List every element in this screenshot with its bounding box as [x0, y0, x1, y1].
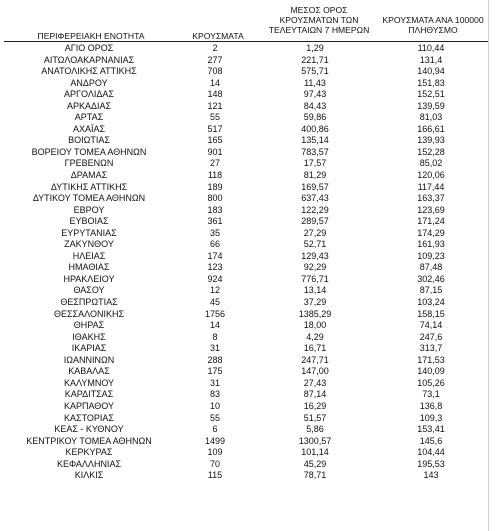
cell-cases: 14	[209, 320, 220, 331]
cell-regional-unit: ΗΜΑΘΙΑΣ	[68, 262, 110, 273]
cell-regional-unit: ΚΑΡΔΙΤΣΑΣ	[64, 389, 114, 400]
table-row	[4, 124, 488, 136]
cell-7day-average: 27,43	[303, 377, 327, 388]
cell-per-100k: 87,15	[419, 285, 443, 296]
header-7day-average-line1: ΜΕΣΟΣ ΟΡΟΣ	[290, 5, 348, 15]
cell-7day-average: 776,71	[301, 273, 329, 284]
cell-cases: 115	[207, 470, 223, 481]
cell-7day-average: 59,86	[303, 112, 327, 123]
cell-cases: 277	[207, 54, 223, 65]
cell-7day-average: 169,57	[301, 181, 329, 192]
cell-regional-unit: ΕΥΒΟΙΑΣ	[69, 216, 109, 227]
table-row	[4, 78, 488, 90]
cell-per-100k: 153,41	[417, 424, 445, 435]
cell-regional-unit: ΑΙΤΩΛΟΑΚΑΡΝΑΝΙΑΣ	[43, 54, 135, 65]
cell-cases: 174	[207, 250, 223, 261]
cell-7day-average: 13,14	[303, 285, 327, 296]
cell-per-100k: 143	[423, 470, 439, 481]
cell-regional-unit: ΚΕΦΑΛΛΗΝΙΑΣ	[56, 458, 122, 469]
table-row	[4, 285, 488, 297]
cell-regional-unit: ΚΙΛΚΙΣ	[74, 470, 104, 481]
cell-7day-average: 129,43	[301, 250, 329, 261]
cell-cases: 901	[207, 146, 223, 157]
cell-regional-unit: ΚΑΛΥΜΝΟΥ	[63, 377, 115, 388]
cell-per-100k: 136,8	[419, 400, 443, 411]
table-row	[4, 228, 488, 240]
cell-regional-unit: ΘΕΣΣΑΛΟΝΙΚΗΣ	[53, 308, 125, 319]
table-row	[4, 274, 488, 286]
cell-cases: 118	[207, 170, 223, 181]
cell-per-100k: 109,23	[417, 250, 445, 261]
page-right-border	[488, 0, 489, 531]
cell-per-100k: 313,7	[419, 343, 443, 354]
cell-7day-average: 18,00	[303, 320, 327, 331]
table-row	[4, 89, 488, 101]
cell-7day-average: 122,29	[301, 204, 329, 215]
cell-7day-average: 11,43	[304, 77, 326, 88]
header-cases-per-100k-line1: ΚΡΟΥΣΜΑΤΑ ΑΝΑ 100000	[382, 15, 484, 25]
cell-7day-average: 135,14	[301, 135, 329, 146]
cell-7day-average: 575,71	[301, 66, 329, 77]
cell-regional-unit: ΚΑΡΠΑΘΟΥ	[63, 400, 115, 411]
cell-7day-average: 92,29	[303, 262, 327, 273]
cell-per-100k: 171,24	[417, 216, 445, 227]
cell-per-100k: 174,29	[417, 227, 445, 238]
cell-regional-unit: ΚΑΣΤΟΡΙΑΣ	[64, 412, 114, 423]
cell-per-100k: 163,37	[417, 193, 445, 204]
cell-7day-average: 4,29	[306, 331, 324, 342]
cell-7day-average: 81,29	[303, 170, 327, 181]
cell-cases: 31	[209, 343, 220, 354]
cell-cases: 800	[207, 193, 223, 204]
cell-cases: 2	[212, 43, 218, 53]
cell-regional-unit: ΑΡΤΑΣ	[74, 112, 104, 123]
table-row	[4, 424, 488, 436]
table-row	[4, 343, 488, 355]
cell-per-100k: 104,44	[417, 447, 445, 458]
cases-table	[4, 43, 488, 482]
cell-regional-unit: ΘΕΣΠΡΩΤΙΑΣ	[60, 297, 118, 308]
cell-7day-average: 97,43	[303, 89, 327, 100]
cell-cases: 35	[209, 227, 220, 238]
cases-table-body	[4, 43, 488, 482]
header-underline	[4, 41, 488, 42]
table-row	[4, 389, 488, 401]
cell-regional-unit: ΔΡΑΜΑΣ	[70, 170, 108, 181]
cell-cases: 10	[209, 400, 220, 411]
cell-per-100k: 123,69	[417, 204, 445, 215]
cell-cases: 123	[207, 262, 223, 273]
cell-per-100k: 140,94	[417, 66, 445, 77]
cell-cases: 361	[207, 216, 223, 227]
cell-cases: 189	[207, 181, 223, 192]
cell-7day-average: 289,57	[301, 216, 329, 227]
cell-regional-unit: ΕΒΡΟΥ	[73, 204, 105, 215]
cell-regional-unit: ΕΥΡΥΤΑΝΙΑΣ	[61, 227, 117, 238]
cell-per-100k: 161,93	[417, 239, 445, 250]
table-row	[4, 147, 488, 159]
cell-7day-average: 1385,29	[298, 308, 332, 319]
cell-regional-unit: ΔΥΤΙΚΗΣ ΑΤΤΙΚΗΣ	[50, 181, 128, 192]
header-cases: ΚΡΟΥΣΜΑΤΑ	[192, 31, 244, 41]
cell-cases: 66	[209, 239, 220, 250]
cell-7day-average: 5,86	[306, 424, 324, 435]
header-cases-per-100k-line2: ΠΛΗΘΥΣΜΟ	[408, 25, 458, 35]
cell-7day-average: 78,71	[303, 470, 327, 481]
table-row	[4, 355, 488, 367]
cell-per-100k: 110,44	[417, 43, 445, 53]
cell-regional-unit: ΗΛΕΙΑΣ	[72, 250, 106, 261]
table-row	[4, 216, 488, 228]
table-row	[4, 320, 488, 332]
cell-per-100k: 152,51	[417, 89, 445, 100]
table-row	[4, 158, 488, 170]
cell-cases: 175	[207, 366, 223, 377]
cell-7day-average: 52,71	[303, 239, 327, 250]
cell-per-100k: 158,15	[417, 308, 445, 319]
cell-regional-unit: ΑΝΑΤΟΛΙΚΗΣ ΑΤΤΙΚΗΣ	[41, 66, 137, 77]
cell-per-100k: 302,46	[417, 273, 445, 284]
cell-7day-average: 16,71	[303, 343, 327, 354]
cell-regional-unit: ΚΕΑΣ - ΚΥΘΝΟΥ	[54, 424, 124, 435]
cell-regional-unit: ΘΗΡΑΣ	[73, 320, 105, 331]
table-row	[4, 239, 488, 251]
cell-cases: 12	[209, 285, 220, 296]
cell-regional-unit: ΘΑΣΟΥ	[73, 285, 105, 296]
cell-7day-average: 400,86	[301, 123, 329, 134]
header-regional-unit: ΠΕΡΙΦΕΡΕΙΑΚΗ ΕΝΟΤΗΤΑ	[37, 31, 145, 41]
cell-7day-average: 84,43	[303, 100, 327, 111]
cell-cases: 14	[209, 77, 220, 88]
table-row	[4, 297, 488, 309]
cell-per-100k: 247,6	[419, 331, 443, 342]
header-7day-average	[260, 5, 378, 35]
cell-per-100k: 87,48	[419, 262, 443, 273]
cell-per-100k: 117,44	[417, 181, 445, 192]
cell-per-100k: 195,53	[417, 458, 445, 469]
cell-regional-unit: ΚΕΝΤΡΙΚΟΥ ΤΟΜΕΑ ΑΘΗΝΩΝ	[26, 435, 152, 446]
cell-cases: 1756	[204, 308, 226, 319]
cell-per-100k: 131,4	[419, 54, 443, 65]
cell-per-100k: 105,26	[417, 377, 445, 388]
cell-per-100k: 103,24	[417, 297, 445, 308]
cell-7day-average: 87,14	[303, 389, 327, 400]
cell-regional-unit: ΙΩΑΝΝΙΝΩΝ	[63, 354, 115, 365]
cell-7day-average: 637,43	[301, 193, 329, 204]
cell-cases: 288	[207, 354, 223, 365]
cell-regional-unit: ΚΕΡΚΥΡΑΣ	[65, 447, 113, 458]
cell-cases: 31	[209, 377, 220, 388]
table-row	[4, 101, 488, 113]
table-row	[4, 55, 488, 67]
cell-per-100k: 81,03	[419, 112, 443, 123]
cell-7day-average: 101,14	[301, 447, 329, 458]
cell-7day-average: 221,71	[301, 54, 329, 65]
cell-7day-average: 17,57	[303, 158, 327, 169]
cell-per-100k: 139,93	[417, 135, 445, 146]
table-row	[4, 43, 488, 55]
cell-7day-average: 247,71	[301, 354, 329, 365]
cell-cases: 83	[209, 389, 220, 400]
cell-cases: 183	[207, 204, 223, 215]
cell-regional-unit: ΑΝΔΡΟΥ	[70, 77, 108, 88]
table-row	[4, 401, 488, 413]
table-row	[4, 309, 488, 321]
table-row	[4, 366, 488, 378]
cell-cases: 924	[207, 273, 223, 284]
cell-per-100k: 109,3	[419, 412, 443, 423]
cell-regional-unit: ΙΚΑΡΙΑΣ	[71, 343, 107, 354]
cell-cases: 121	[207, 100, 223, 111]
table-row	[4, 112, 488, 124]
cell-per-100k: 140,09	[417, 366, 445, 377]
cell-regional-unit: ΙΘΑΚΗΣ	[72, 331, 106, 342]
table-row	[4, 170, 488, 182]
cell-regional-unit: ΒΟΡΕΙΟΥ ΤΟΜΕΑ ΑΘΗΝΩΝ	[31, 146, 147, 157]
cell-regional-unit: ΑΡΚΑΔΙΑΣ	[66, 100, 112, 111]
cell-regional-unit: ΑΧΑΪΑΣ	[72, 123, 106, 134]
cell-cases: 148	[207, 89, 223, 100]
cell-regional-unit: ΖΑΚΥΝΘΟΥ	[64, 239, 114, 250]
table-row	[4, 135, 488, 147]
cell-cases: 8	[212, 331, 218, 342]
header-7day-average-line2: ΚΡΟΥΣΜΑΤΩΝ ΤΩΝ	[279, 15, 359, 25]
cell-7day-average: 783,57	[301, 146, 329, 157]
cell-7day-average: 1,29	[306, 43, 324, 53]
cell-per-100k: 151,83	[417, 77, 445, 88]
cell-cases: 109	[207, 447, 223, 458]
cell-per-100k: 73,1	[422, 389, 440, 400]
table-row	[4, 262, 488, 274]
cell-cases: 45	[209, 297, 220, 308]
header-cases-per-100k	[378, 15, 488, 35]
cell-per-100k: 152,28	[417, 146, 445, 157]
cell-cases: 27	[209, 158, 220, 169]
table-row	[4, 205, 488, 217]
cell-regional-unit: ΓΡΕΒΕΝΩΝ	[64, 158, 114, 169]
cell-7day-average: 147,00	[301, 366, 329, 377]
cell-regional-unit: ΒΟΙΩΤΙΑΣ	[68, 135, 110, 146]
cell-7day-average: 37,29	[303, 297, 327, 308]
cell-per-100k: 74,14	[419, 320, 443, 331]
cell-cases: 70	[209, 458, 220, 469]
cell-cases: 55	[209, 112, 220, 123]
cell-per-100k: 171,53	[417, 354, 445, 365]
cell-7day-average: 45,29	[303, 458, 327, 469]
cell-7day-average: 16,29	[303, 400, 327, 411]
cell-per-100k: 166,61	[417, 123, 445, 134]
cell-cases: 6	[212, 424, 218, 435]
table-row	[4, 459, 488, 471]
table-row	[4, 182, 488, 194]
table-row	[4, 332, 488, 344]
table-row	[4, 251, 488, 263]
header-7day-average-line3: ΤΕΛΕΥΤΑΙΩΝ 7 ΗΜΕΡΩΝ	[268, 25, 370, 35]
cell-cases: 165	[207, 135, 223, 146]
cell-regional-unit: ΔΥΤΙΚΟΥ ΤΟΜΕΑ ΑΘΗΝΩΝ	[32, 193, 146, 204]
cell-per-100k: 85,02	[419, 158, 443, 169]
table-row	[4, 378, 488, 390]
table-row	[4, 436, 488, 448]
cell-cases: 708	[207, 66, 223, 77]
cell-regional-unit: ΑΡΓΟΛΙΔΑΣ	[64, 89, 114, 100]
cell-regional-unit: ΚΑΒΑΛΑΣ	[68, 366, 110, 377]
cell-regional-unit: ΗΡΑΚΛΕΙΟΥ	[63, 273, 115, 284]
cell-cases: 1499	[204, 435, 226, 446]
cell-7day-average: 27,29	[303, 227, 327, 238]
cell-per-100k: 145,6	[419, 435, 443, 446]
cell-cases: 55	[209, 412, 220, 423]
cell-per-100k: 120,06	[417, 170, 445, 181]
table-row	[4, 66, 488, 78]
cell-regional-unit: ΑΓΙΟ ΟΡΟΣ	[64, 43, 114, 53]
table-row	[4, 193, 488, 205]
table-row	[4, 413, 488, 425]
cell-per-100k: 139,59	[417, 100, 445, 111]
cell-cases: 517	[207, 123, 223, 134]
table-row	[4, 447, 488, 459]
cell-7day-average: 51,57	[303, 412, 327, 423]
table-row	[4, 470, 488, 482]
cell-7day-average: 1300,57	[298, 435, 332, 446]
